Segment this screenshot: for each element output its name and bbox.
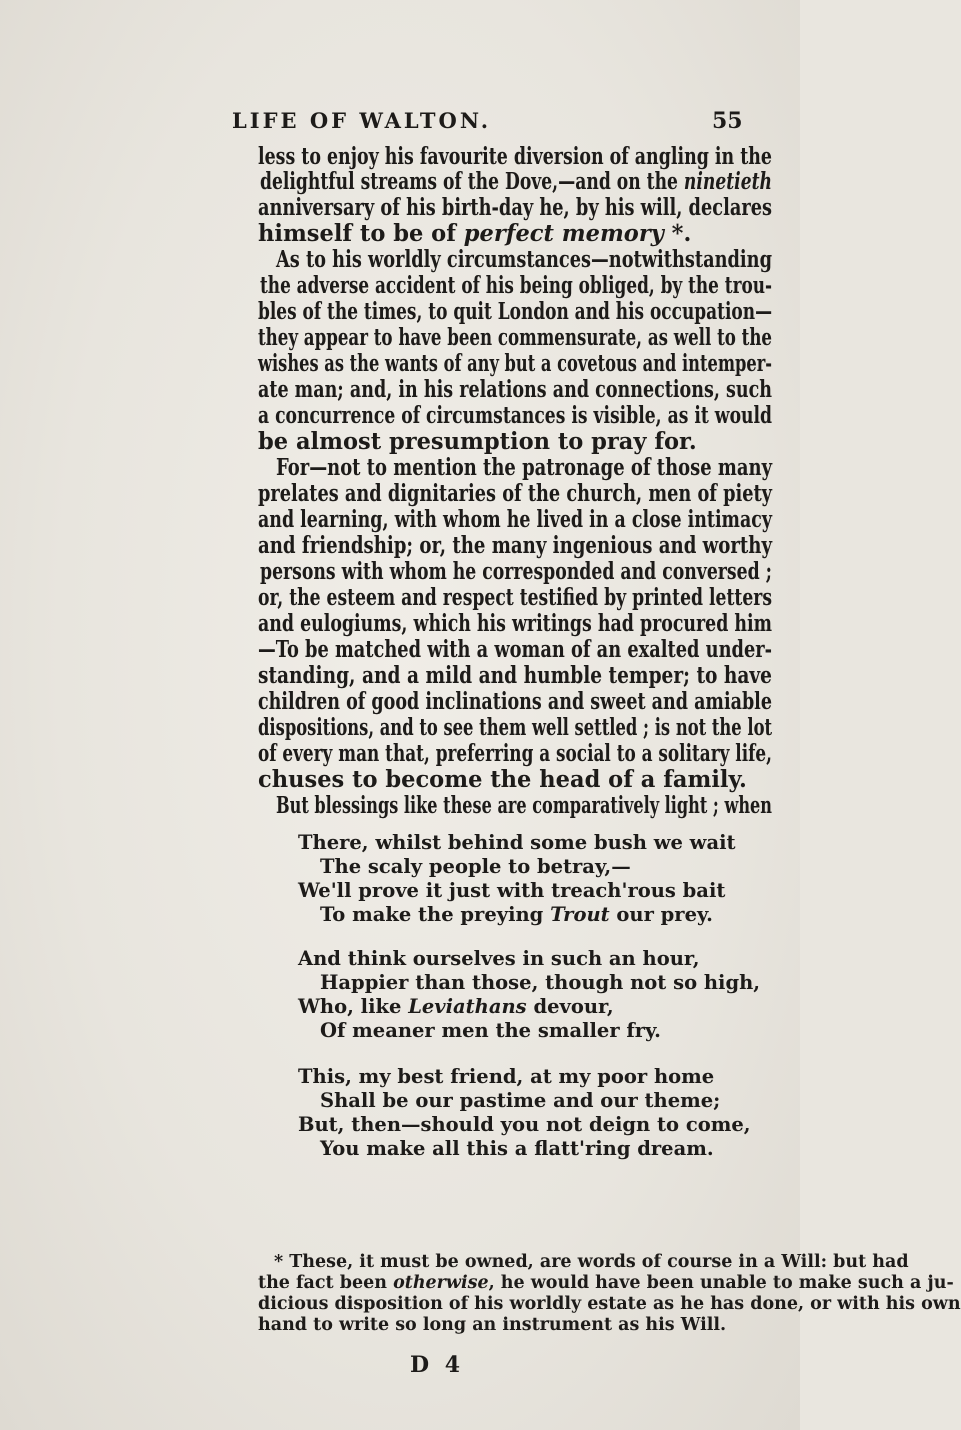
verse-line: The scaly people to betray,— [320, 855, 631, 878]
text-line-16: and friendship; or, the many ingenious and worthy [258, 532, 772, 559]
signature-mark: D 4 [410, 1352, 465, 1378]
verse-line: Of meaner men the smaller fry. [320, 1019, 661, 1042]
text-line-3: anniversary of his birth-day he, by his will, declares [258, 194, 773, 221]
text-line-10: ate man; and, in his relations and connections, such [258, 376, 773, 403]
verse-line: But, then—should you not deign to come, [298, 1113, 751, 1136]
verse-line: This, my best friend, at my poor home [298, 1065, 715, 1088]
footnote-line: the fact been otherwise, he would have been unable to make such a ju- [258, 1273, 954, 1293]
verse-line: To make the preying Trout our prey. [320, 903, 713, 926]
text-line-17: persons with whom he corresponded and conversed ; [260, 558, 773, 585]
text-line-7: bles of the times, to quit London and his occupation— [258, 298, 773, 325]
text-line-22: children of good inclinations and sweet and amiable [258, 688, 772, 715]
text-line-19: and eulogiums, which his writings had procured him [258, 610, 773, 637]
text-line-12: be almost presumption to pray for. [258, 428, 697, 455]
text-line-1: less to enjoy his favourite diversion of angling in the [258, 143, 772, 170]
text-line-23: dispositions, and to see them well settled ; is not the lot [258, 714, 773, 741]
page-header [0, 108, 800, 140]
verse-line: There, whilst behind some bush we wait [298, 831, 736, 854]
text-line-13: For—not to mention the patronage of those many [276, 454, 773, 481]
verse-line: Who, like Leviathans devour, [298, 995, 614, 1018]
verse-line: We'll prove it just with treach'rous bait [298, 879, 726, 902]
text-line-6: the adverse accident of his being obliged, by the trou- [260, 272, 772, 299]
text-line-26: But blessings like these are comparatively light ; when [276, 792, 773, 819]
text-line-14: prelates and dignitaries of the church, men of piety [258, 480, 772, 507]
text-line-4: himself to be of perfect memory *. [258, 220, 692, 247]
footnote-line: hand to write so long an instrument as his Will. [258, 1315, 727, 1335]
footnote-line: * These, it must be owned, are words of course in a Will: but had [274, 1252, 909, 1272]
verse-line: You make all this a flatt'ring dream. [320, 1137, 714, 1160]
text-line-5: As to his worldly circumstances—notwithstanding [276, 246, 772, 273]
running-head: LIFE OF WALTON. [232, 108, 491, 133]
text-line-18: or, the esteem and respect testified by printed letters [258, 584, 772, 611]
verse-line: Happier than those, though not so high, [320, 971, 761, 994]
text-line-15: and learning, with whom he lived in a close intimacy [258, 506, 772, 533]
footnote-line: dicious disposition of his worldly estate as he has done, or with his own [258, 1294, 961, 1314]
text-line-2: delightful streams of the Dove,—and on the ninetieth [260, 168, 772, 195]
text-line-21: standing, and a mild and humble temper; to have [258, 662, 772, 689]
text-line-8: they appear to have been commensurate, as well to the [258, 324, 772, 351]
text-line-11: a concurrence of circumstances is visible, as it would [258, 402, 773, 429]
verse-line: Shall be our pastime and our theme; [320, 1089, 721, 1112]
text-line-9: wishes as the wants of any but a covetous and intemper- [258, 350, 773, 377]
text-line-24: of every man that, preferring a social to a solitary life, [258, 740, 772, 767]
verse-line: And think ourselves in such an hour, [298, 947, 700, 970]
page-number: 55 [712, 108, 743, 134]
text-line-20: —To be matched with a woman of an exalted under- [258, 636, 773, 663]
text-line-25: chuses to become the head of a family. [258, 766, 747, 793]
